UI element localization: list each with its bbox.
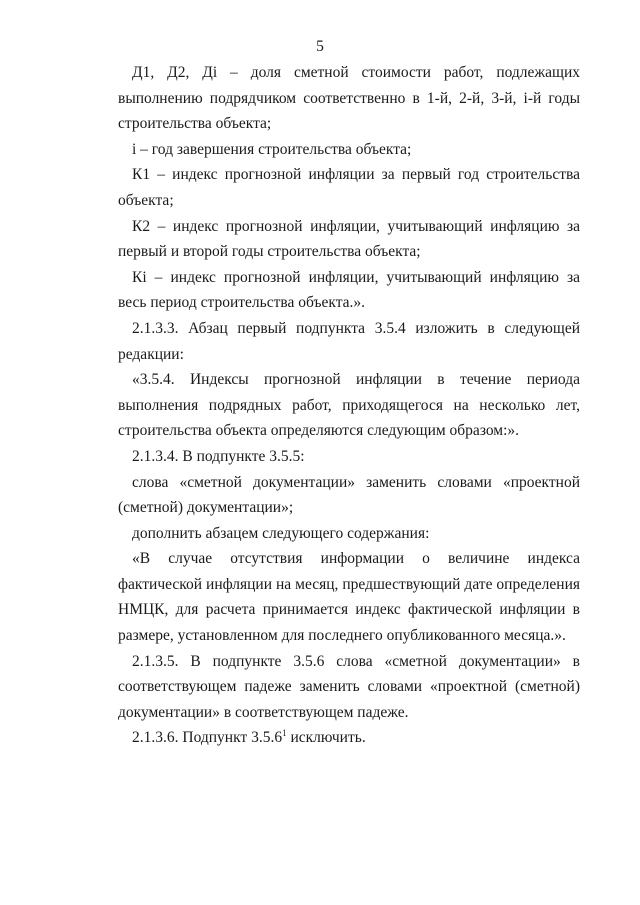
paragraph-completion-year: i – год завершения строительства объекта; — [132, 140, 412, 158]
paragraph-2-1-3-4: 2.1.3.4. В подпункте 3.5.5: — [132, 447, 305, 465]
paragraph-k1-definition: К1 – индекс прогнозной инфляции за первый год строительства объекта; — [118, 166, 580, 209]
paragraph-2-1-3-3: 2.1.3.3. Абзац первый подпункта 3.5.4 изложить в следующей редакции: — [118, 319, 580, 363]
paragraph-2-1-3-6-suffix: исключить. — [286, 729, 366, 747]
paragraph-2-1-3-6-prefix: 2.1.3.6. Подпункт 3.5.6 — [132, 729, 283, 747]
paragraph-k2-definition: К2 – индекс прогнозной инфляции, учитывающий инфляцию за первый и второй годы строительства объекта; — [118, 217, 580, 261]
paragraph-add-clause: дополнить абзацем следующего содержания: — [132, 524, 430, 542]
page-number: 5 — [316, 38, 324, 55]
paragraph-replace-words: слова «сметной документации» заменить словами «проектной (сметной) документации»; — [118, 473, 580, 517]
paragraph-ki-definition: Кi – индекс прогнозной инфляции, учитывающий инфляцию за весь период строительства объекта.». — [118, 268, 580, 312]
paragraph-shares-definition: Д1, Д2, Дi – доля сметной стоимости работ, подлежащих выполнению подрядчиком соответственно в 1-й, 2-й, 3-й, i-й годы строительства объекта; — [118, 64, 580, 133]
paragraph-3-5-4-quote: «3.5.4. Индексы прогнозной инфляции в течение периода выполнения подрядных работ, приходящегося на несколько лет, строительства объекта определяются следующим образом:». — [118, 371, 580, 440]
superscript-mark: 1 — [282, 728, 287, 739]
paragraph-2-1-3-5: 2.1.3.5. В подпункте 3.5.6 слова «сметной документации» в соответствующем падеже заменить словами «проектной (сметной) документации» в соответствующем падеже. — [118, 652, 580, 721]
paragraph-inflation-quote: «В случае отсутствия информации о величине индекса фактической инфляции на месяц, предшествующий дате определения НМЦК, для расчета принимается индекс фактической инфляции в размере, установленном для последнего опубликованного месяца.». — [118, 550, 580, 645]
paragraph-2-1-3-6 — [118, 725, 580, 751]
document-body — [118, 60, 580, 751]
